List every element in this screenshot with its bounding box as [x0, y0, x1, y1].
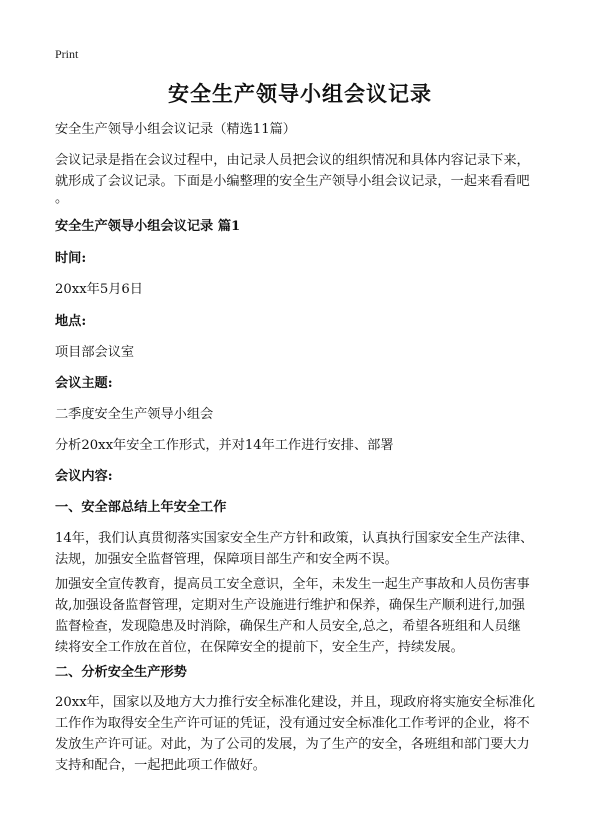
paragraph-line: 故,加强设备监督管理，定期对生产设施进行维护和保养，确保生产顺利进行,加强 [55, 598, 525, 613]
document-title: 安全生产领导小组会议记录 [168, 81, 432, 106]
heading-analysis: 二、分析安全生产形势 [55, 665, 187, 680]
intro-line: 会议记录是指在会议过程中，由记录人员把会议的组织情况和具体内容记录下来， [55, 153, 530, 168]
paragraph-education [55, 574, 555, 658]
paragraph-line: 法规，加强安全监督管理，保障项目部生产和安全两不误。 [55, 552, 398, 567]
intro-paragraph [55, 150, 555, 206]
topic-description: 分析20xx年安全工作形式，并对14年工作进行安排、部署 [55, 438, 394, 453]
intro-line: 就形成了会议记录。下面是小编整理的安全生产领导小组会议记录，一起来看看吧 [55, 174, 530, 189]
topic-value: 二季度安全生产领导小组会 [55, 407, 214, 422]
time-value: 20xx年5月6日 [55, 282, 143, 297]
place-value: 项目部会议室 [55, 345, 135, 360]
paragraph-line: 续将安全工作放在首位，在保障安全的提前下，安全生产，持续发展。 [55, 640, 464, 655]
content-label: 会议内容: [55, 469, 113, 484]
paragraph-analysis [55, 692, 555, 776]
paragraph-line: 14年，我们认真贯彻落实国家安全生产方针和政策，认真执行国家安全生产法律、 [55, 531, 534, 546]
paragraph-line: 工作作为取得安全生产许可证的凭证，没有通过安全标准化工作考评的企业，将不 [55, 716, 530, 731]
intro-line: 。 [55, 191, 69, 206]
paragraph-line: 发放生产许可证。对此，为了公司的发展，为了生产的安全，各班组和部门要大力 [55, 737, 530, 752]
print-label: Print [55, 47, 79, 61]
paragraph-review [55, 528, 555, 570]
document-subtitle: 安全生产领导小组会议记录（精选11篇） [55, 122, 296, 137]
time-label: 时间: [55, 251, 87, 266]
paragraph-line: 支持和配合，一起把此项工作做好。 [55, 758, 266, 773]
paragraph-line: 监督检查，发现隐患及时消除，确保生产和人员安全,总之，希望各班组和人员继 [55, 619, 521, 634]
paragraph-line: 加强安全宣传教育，提高员工安全意识，全年，未发生一起生产事故和人员伤害事 [55, 577, 530, 592]
topic-label: 会议主题: [55, 376, 113, 391]
place-label: 地点: [55, 314, 87, 329]
paragraph-line: 20xx年，国家以及地方大力推行安全标准化建设，并且，现政府将实施安全标准化 [55, 695, 536, 710]
heading-review: 一、安全部总结上年安全工作 [55, 500, 227, 515]
section-title: 安全生产领导小组会议记录 篇1 [55, 219, 241, 234]
